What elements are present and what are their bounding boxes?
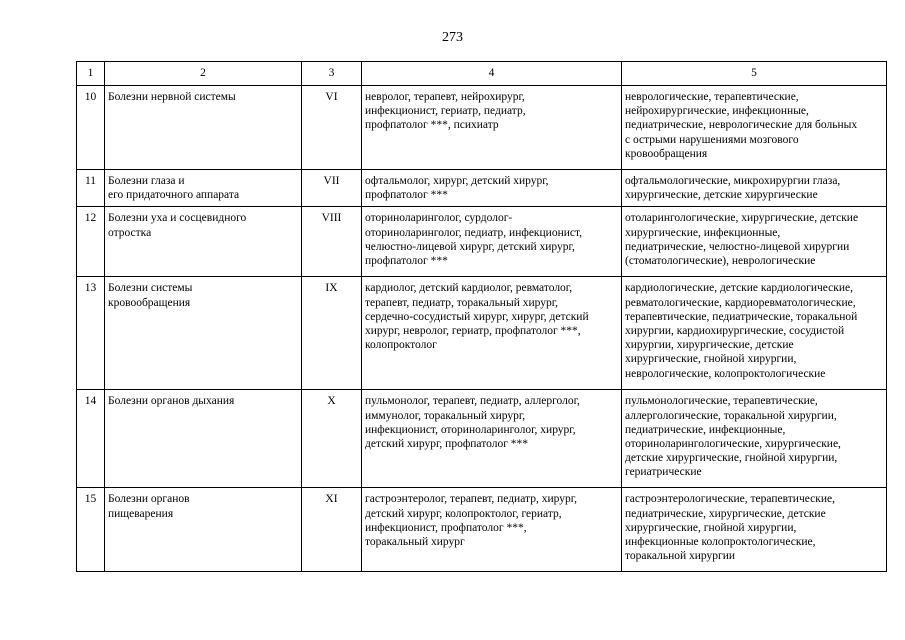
bed-profiles-cell [622,488,887,572]
bed-profiles-cell [622,170,887,207]
profiles-line: кровообращения [625,147,708,160]
specialists-line: хирург, невролог, гериатр, профпатолог ***, [365,325,581,338]
bed-profiles-cell [622,390,887,488]
table-row [77,277,887,390]
profiles-line: хирургические, инфекционные, [625,226,781,239]
profiles-line: торакальной хирургии [625,550,736,563]
profiles-line: пульмонологические, терапевтические, [625,395,818,408]
specialists-line: кардиолог, детский кардиолог, ревматолог, [365,282,573,295]
specialists-line: сердечно-сосудистый хирург, хирург, детский [365,310,589,323]
disease-line: Болезни системы [108,282,193,295]
specialists-line: иммунолог, торакальный хирург, [365,409,526,422]
specialists-line: инфекционист, гериатр, педиатр, [365,105,526,118]
specialists-cell [362,86,622,170]
disease-line: Болезни органов [108,493,190,506]
disease-class-cell [105,488,302,572]
profiles-line: гериатрические [625,466,702,479]
bed-profiles-cell [622,207,887,277]
profiles-line: детские хирургические, гнойной хирургии, [625,452,838,465]
disease-line: Болезни нервной системы [108,91,236,103]
profiles-line: ревматологические, кардиоревматологические, [625,296,856,309]
header-row [77,62,887,86]
header-col-4: 4 [362,62,622,86]
specialists-line: детский хирург, профпатолог *** [365,438,529,451]
header-col-1: 1 [77,62,105,86]
disease-line: отростка [108,226,152,239]
profiles-line: хирургические, гнойной хирургии, [625,521,797,534]
profiles-line: педиатрические, инфекционные, [625,423,786,436]
bed-profiles-cell [622,86,887,170]
icd-class-cell: X [302,390,362,488]
table-row [77,170,887,207]
profiles-line: неврологические, терапевтические, [625,91,799,103]
disease-profile-table [76,61,887,572]
profiles-line: педиатрические, неврологические для больных [625,119,858,132]
specialists-line: профпатолог *** [365,189,448,202]
table-row [77,488,887,572]
specialists-cell [362,390,622,488]
table-row [77,390,887,488]
disease-class-cell [105,86,302,170]
specialists-line: колопроктолог [365,339,437,352]
profiles-line: педиатрические, хирургические, детские [625,507,826,520]
icd-class-cell: XI [302,488,362,572]
disease-class-cell [105,277,302,390]
specialists-line: профпатолог ***, психиатр [365,119,499,132]
header-col-5: 5 [622,62,887,86]
profiles-line: педиатрические, челюстно-лицевой хирургии [625,240,850,253]
profiles-line: хирургические, детские хирургические [625,189,818,202]
profiles-line: гастроэнтерологические, терапевтические, [625,493,835,506]
disease-class-cell [105,207,302,277]
profiles-line: хирургические, гнойной хирургии, [625,353,797,366]
specialists-line: инфекционист, оториноларинголог, хирург, [365,423,576,436]
page-number: 273 [442,30,463,45]
profiles-line: (стоматологические), неврологические [625,255,816,268]
specialists-line: терапевт, педиатр, торакальный хирург, [365,296,559,309]
specialists-cell [362,277,622,390]
specialists-cell [362,170,622,207]
row-number-cell: 10 [77,86,105,170]
disease-line: его придаточного аппарата [108,189,240,202]
profiles-line: оториноларингологические, хирургические, [625,438,841,451]
specialists-line: гастроэнтеролог, терапевт, педиатр, хирург, [365,493,577,506]
row-number-cell: 13 [77,277,105,390]
icd-class-cell: IX [302,277,362,390]
table-row [77,207,887,277]
row-number-cell: 14 [77,390,105,488]
row-number-cell: 15 [77,488,105,572]
specialists-line: детский хирург, колопроктолог, гериатр, [365,507,562,520]
profiles-line: терапевтические, педиатрические, торакальной [625,310,858,323]
specialists-line: оториноларинголог, сурдолог- [365,212,513,225]
row-number-cell: 11 [77,170,105,207]
icd-class-cell: VI [302,86,362,170]
specialists-line: офтальмолог, хирург, детский хирург, [365,175,549,187]
specialists-line: челюстно-лицевой хирург, детский хирург, [365,240,575,253]
profiles-line: хирургии, хирургические, детские [625,339,794,352]
profiles-line: с острыми нарушениями мозгового [625,133,799,146]
icd-class-cell: VIII [302,207,362,277]
profiles-line: аллергологические, торакальной хирургии, [625,409,837,422]
disease-line: пищеварения [108,507,174,520]
header-col-2: 2 [105,62,302,86]
profiles-line: неврологические, колопроктологические [625,367,826,380]
profiles-line: хирургии, кардиохирургические, сосудистой [625,325,845,338]
specialists-line: инфекционист, профпатолог ***, [365,521,527,534]
specialists-line: торакальный хирург [365,536,465,549]
bed-profiles-cell [622,277,887,390]
specialists-line: невролог, терапевт, нейрохирург, [365,91,525,103]
icd-class-cell: VII [302,170,362,207]
disease-line: Болезни органов дыхания [108,395,235,408]
disease-class-cell [105,170,302,207]
disease-line: кровообращения [108,296,191,309]
specialists-line: профпатолог *** [365,255,448,268]
table-row [77,86,887,170]
specialists-line: оториноларинголог, педиатр, инфекционист, [365,226,583,239]
header-col-3: 3 [302,62,362,86]
row-number-cell: 12 [77,207,105,277]
profiles-line: отоларингологические, хирургические, детские [625,212,859,225]
profiles-line: кардиологические, детские кардиологические, [625,282,853,295]
profiles-line: нейрохирургические, инфекционные, [625,105,809,118]
profiles-line: офтальмологические, микрохирургии глаза, [625,175,841,187]
specialists-cell [362,488,622,572]
specialists-cell [362,207,622,277]
disease-line: Болезни уха и сосцевидного [108,212,247,225]
disease-class-cell [105,390,302,488]
disease-line: Болезни глаза и [108,175,185,187]
specialists-line: пульмонолог, терапевт, педиатр, аллерголог, [365,395,580,408]
profiles-line: инфекционные колопроктологические, [625,536,816,549]
